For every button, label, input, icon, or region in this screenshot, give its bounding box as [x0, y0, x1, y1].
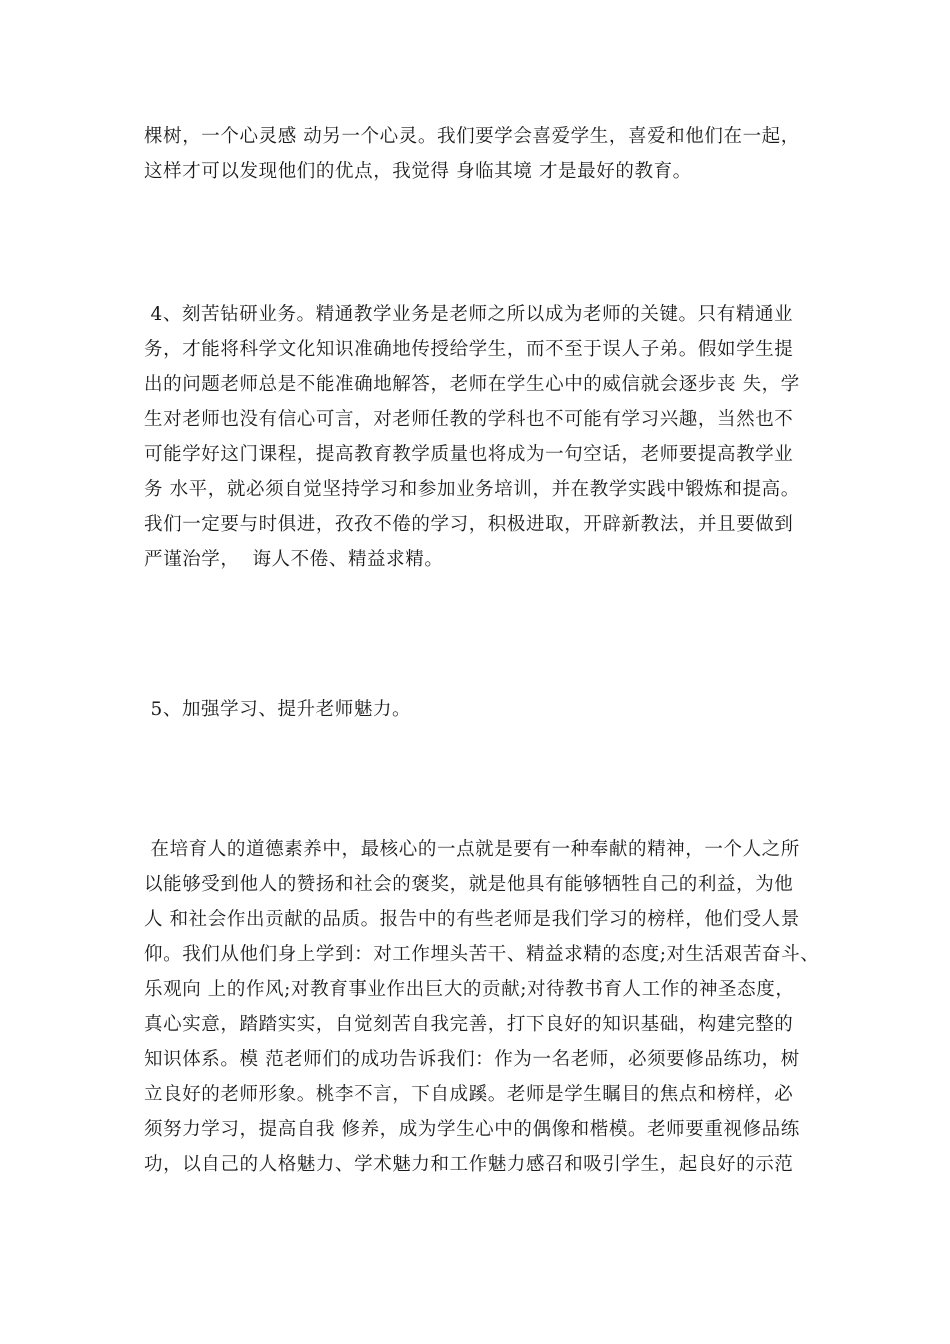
- text-line: 出的问题老师总是不能准确地解答，老师在学生心中的威信就会逐步丧 失，学: [144, 374, 800, 395]
- text-line: 须努力学习，提高自我 修养，成为学生心中的偶像和楷模。老师要重视修品练: [144, 1119, 800, 1140]
- text-line: 以能够受到他人的赞扬和社会的褒奖，就是他具有能够牺牲自己的利益，为他: [144, 874, 794, 895]
- paragraph-body: [144, 832, 824, 1182]
- text-line: 在培育人的道德素养中，最核心的一点就是要有一种奉献的精神，一个人之所: [144, 839, 800, 860]
- text-line: 5、加强学习、提升老师魅力。: [144, 699, 412, 720]
- paragraph-continuation: [144, 119, 824, 189]
- text-line: 我们一定要与时俱进，孜孜不倦的学习，积极进取，开辟新教法，并且要做到: [144, 514, 794, 535]
- text-line: 人 和社会作出贡献的品质。报告中的有些老师是我们学习的榜样，他们受人景: [144, 909, 800, 930]
- text-line: 乐观向 上的作风;对教育事业作出巨大的贡献;对待教书育人工作的神圣态度，: [144, 979, 795, 1000]
- text-line: 棵树，一个心灵感 动另一个心灵。我们要学会喜爱学生，喜爱和他们在一起，: [144, 126, 800, 147]
- text-line: 仰。我们从他们身上学到：对工作埋头苦干、精益求精的态度;对生活艰苦奋斗、: [144, 944, 820, 965]
- text-line: 务，才能将科学文化知识准确地传授给学生，而不至于误人子弟。假如学生提: [144, 339, 794, 360]
- text-line: 严谨治学， 诲人不倦、精益求精。: [144, 549, 444, 570]
- text-line: 务 水平，就必须自觉坚持学习和参加业务培训，并在教学实践中锻炼和提高。: [144, 479, 800, 500]
- text-line: 可能学好这门课程，提高教育教学质量也将成为一句空话，老师要提高教学业: [144, 444, 794, 465]
- section-heading-item-5: [144, 692, 824, 727]
- text-line: 这样才可以发现他们的优点，我觉得 身临其境 才是最好的教育。: [144, 161, 692, 182]
- paragraph-item-4: [144, 297, 824, 577]
- text-line: 生对老师也没有信心可言，对老师任教的学科也不可能有学习兴趣，当然也不: [144, 409, 794, 430]
- text-line: 真心实意，踏踏实实，自觉刻苦自我完善，打下良好的知识基础，构建完整的: [144, 1014, 794, 1035]
- text-line: 立良好的老师形象。桃李不言，下自成蹊。老师是学生瞩目的焦点和榜样，必: [144, 1084, 794, 1105]
- text-line: 知识体系。模 范老师们的成功告诉我们：作为一名老师，必须要修品练功，树: [144, 1049, 800, 1070]
- text-line: 功，以自己的人格魅力、学术魅力和工作魅力感召和吸引学生，起良好的示范: [144, 1154, 794, 1175]
- text-line: 4、刻苦钻研业务。精通教学业务是老师之所以成为老师的关键。只有精通业: [144, 304, 794, 325]
